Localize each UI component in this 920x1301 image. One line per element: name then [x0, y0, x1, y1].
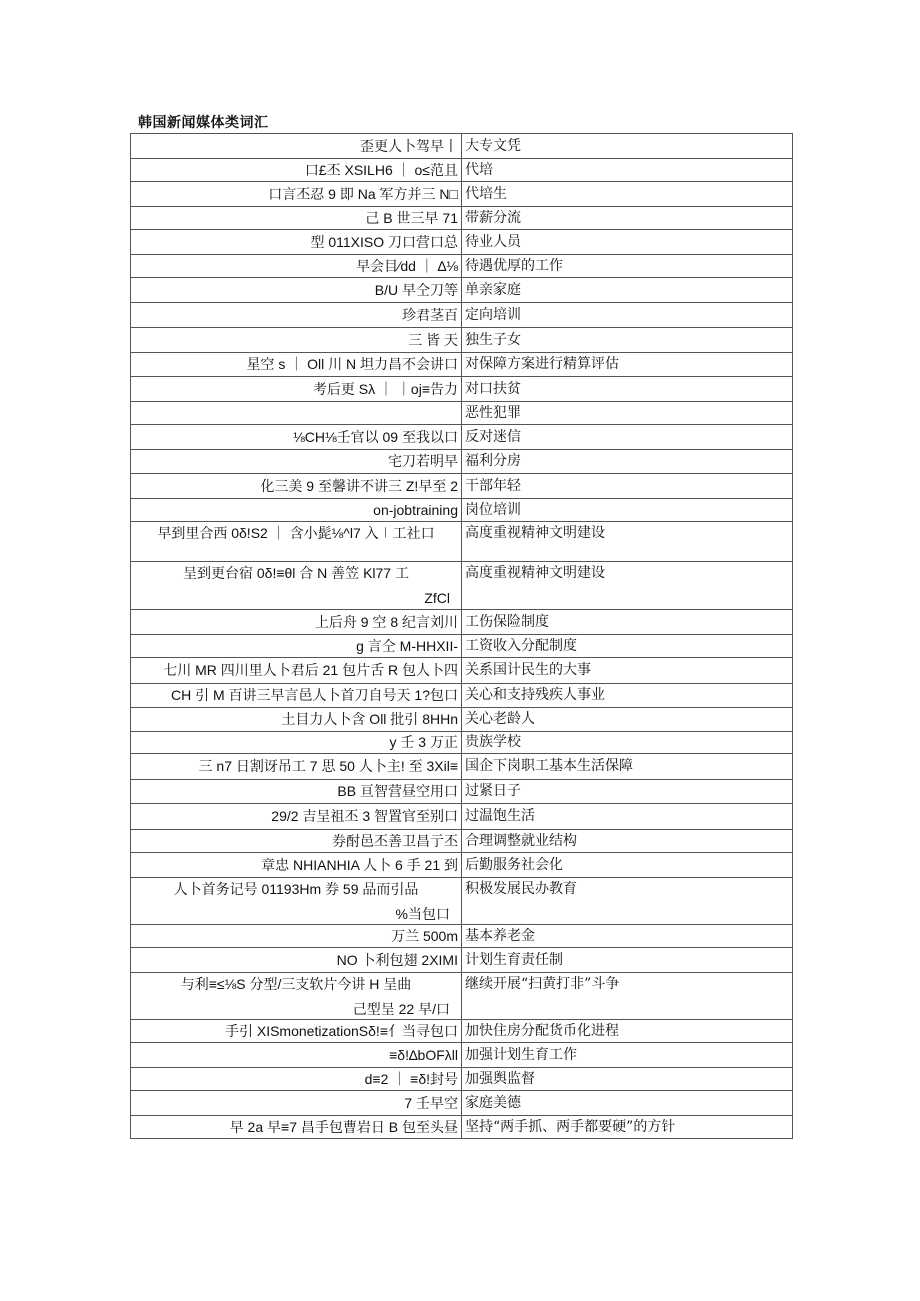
korean-term-cell [131, 610, 462, 635]
korean-term-text: 早会目⁄dd ｜ ∆⅛ [356, 257, 458, 274]
table-row [131, 732, 793, 754]
table-row [131, 134, 793, 159]
korean-term-text: 口£丕 XSILH6 ｜ o≤范且 [304, 161, 458, 178]
chinese-term-cell [462, 732, 793, 754]
korean-term-text: B/U 早仝刀等 [374, 281, 458, 298]
table-row [131, 353, 793, 377]
korean-term-text-continued: %当包口 [395, 906, 450, 922]
table-row [131, 255, 793, 278]
chinese-term-text: 福利分房 [465, 453, 521, 469]
chinese-term-cell [462, 182, 793, 207]
korean-term-cell [131, 754, 462, 780]
table-row [131, 159, 793, 182]
table-row [131, 925, 793, 948]
chinese-term-cell [462, 754, 793, 780]
table-row [131, 830, 793, 853]
korean-term-text: BB 亘智营昼空用口 [337, 783, 458, 799]
table-row [131, 278, 793, 303]
korean-term-text: 券酎邑丕善卫昌亍丕 [332, 832, 458, 849]
chinese-term-text: 对保障方案进行精算评估 [465, 356, 619, 372]
chinese-term-text: 关心老龄人 [465, 711, 535, 727]
chinese-term-text: 单亲家庭 [465, 281, 521, 298]
korean-term-cell [131, 134, 462, 159]
korean-term-text: CH 引 M 百讲三早言邑人卜首刀自号天 1?包口 [170, 687, 458, 703]
korean-term-text: d≡2 ｜ ≡δ!封号 [364, 1070, 458, 1087]
table-row [131, 522, 793, 562]
table-row [131, 499, 793, 522]
table-row [131, 1043, 793, 1068]
chinese-term-text: 坚持“两手抓、两手都要硬”的方针 [465, 1118, 676, 1135]
korean-term-cell [131, 230, 462, 255]
page-title: 韩国新闻媒体类词汇 [138, 115, 269, 131]
chinese-term-cell [462, 973, 793, 1020]
chinese-term-text: 待遇优厚的工作 [465, 257, 563, 274]
chinese-term-text: 岗位培训 [465, 501, 521, 518]
korean-term-text-continued: ZfCl [424, 590, 450, 606]
table-row [131, 658, 793, 684]
korean-term-cell [131, 684, 462, 708]
korean-term-text: 手引 XISmonetizationSδ!≡亻当寻包口 [224, 1022, 458, 1039]
chinese-term-text: 对口扶贫 [465, 380, 521, 397]
chinese-term-text: 工资收入分配制度 [465, 637, 577, 654]
chinese-term-text: 过温饱生活 [465, 808, 535, 824]
korean-term-text: y 壬 3 万正 [389, 734, 458, 750]
korean-term-cell [131, 780, 462, 804]
chinese-term-cell [462, 1043, 793, 1068]
chinese-term-cell [462, 499, 793, 522]
chinese-term-text: 带薪分流 [465, 209, 521, 226]
table-row [131, 1020, 793, 1043]
korean-term-text: 星空 s ｜ Oll 川 N 坦力昌不会讲口 [246, 356, 458, 372]
chinese-term-text: 恶性犯罪 [465, 404, 521, 421]
chinese-term-text: 国企下岗职工基本生活保障 [465, 758, 633, 774]
chinese-term-cell [462, 278, 793, 303]
korean-term-text: 考后更 Sλ ｜ ｜oj≡告力 [312, 380, 458, 397]
korean-term-cell [131, 804, 462, 830]
chinese-term-text: 继续开展“扫黄打非”斗争 [465, 976, 620, 992]
korean-term-cell [131, 425, 462, 450]
korean-term-text: 上后舟 9 空 8 纪言刘川 [314, 613, 458, 630]
chinese-term-text: 关心和支持残疾人事业 [465, 687, 605, 703]
korean-term-text: 章忠 NHIANHIA 人卜 6 手 21 到 [261, 856, 458, 873]
korean-term-cell [131, 1091, 462, 1116]
korean-term-cell [131, 1043, 462, 1068]
korean-term-cell [131, 353, 462, 377]
korean-term-cell [131, 635, 462, 658]
korean-term-cell [131, 402, 462, 425]
chinese-term-text: 高度重视精神文明建设 [465, 525, 605, 541]
table-row [131, 973, 793, 1020]
korean-term-cell [131, 255, 462, 278]
table-row [131, 878, 793, 925]
chinese-term-cell [462, 450, 793, 474]
chinese-term-cell [462, 1091, 793, 1116]
table-row [131, 804, 793, 830]
chinese-term-cell [462, 159, 793, 182]
vocabulary-table-body [131, 134, 793, 1139]
chinese-term-text: 合理调整就业结构 [465, 832, 577, 849]
korean-term-cell [131, 450, 462, 474]
korean-term-text: 歪更人卜驾早丨 [360, 137, 458, 154]
table-row [131, 754, 793, 780]
chinese-term-text: 独生子女 [465, 331, 521, 348]
chinese-term-cell [462, 804, 793, 830]
korean-term-cell [131, 1068, 462, 1091]
chinese-term-text: 反对迷信 [465, 428, 521, 445]
table-row [131, 207, 793, 230]
chinese-term-cell [462, 708, 793, 732]
table-row [131, 684, 793, 708]
chinese-term-text: 计划生育责任制 [465, 951, 563, 968]
vocabulary-table [130, 133, 793, 1139]
chinese-term-cell [462, 1020, 793, 1043]
chinese-term-cell [462, 780, 793, 804]
korean-term-text: 万兰 500m [391, 927, 458, 944]
chinese-term-text: 代培 [465, 161, 493, 178]
chinese-term-cell [462, 684, 793, 708]
chinese-term-cell [462, 635, 793, 658]
table-row [131, 708, 793, 732]
chinese-term-text: 代培生 [465, 185, 507, 202]
chinese-term-text: 基本养老金 [465, 927, 535, 944]
korean-term-text: 口言丕忍 9 即 Na 军方并三 N□ [268, 185, 458, 202]
korean-term-text-continued: 己型呈 22 早/口 [352, 1001, 450, 1017]
korean-term-text: ≡δ!∆bOFλll [389, 1046, 458, 1063]
chinese-term-cell [462, 610, 793, 635]
table-row [131, 1091, 793, 1116]
korean-term-cell [131, 925, 462, 948]
table-row [131, 610, 793, 635]
chinese-term-cell [462, 948, 793, 973]
korean-term-text: 早到里合西 0δ!S2 ｜ 含小髭⅛^l7 入∣工社口 [157, 525, 435, 541]
korean-term-cell [131, 973, 462, 1020]
table-row [131, 450, 793, 474]
chinese-term-cell [462, 207, 793, 230]
chinese-term-cell [462, 522, 793, 562]
chinese-term-text: 加强计划生育工作 [465, 1046, 577, 1063]
korean-term-cell [131, 328, 462, 353]
korean-term-cell [131, 522, 462, 562]
chinese-term-cell [462, 474, 793, 499]
chinese-term-cell [462, 303, 793, 328]
table-row [131, 230, 793, 255]
chinese-term-text: 过紧日子 [465, 783, 521, 799]
korean-term-text: 宅刀若明早 [388, 453, 458, 469]
korean-term-cell [131, 278, 462, 303]
korean-term-cell [131, 878, 462, 925]
korean-term-cell [131, 1020, 462, 1043]
korean-term-text: on-jobtraining [373, 501, 458, 518]
chinese-term-text: 待业人员 [465, 233, 521, 250]
korean-term-cell [131, 474, 462, 499]
korean-term-text: 化三美 9 至馨讲不讲三 Z!早至 2 [260, 477, 458, 494]
chinese-term-cell [462, 402, 793, 425]
table-row [131, 1116, 793, 1139]
korean-term-cell [131, 853, 462, 878]
korean-term-cell [131, 562, 462, 610]
chinese-term-cell [462, 255, 793, 278]
chinese-term-text: 后勤服务社会化 [465, 856, 563, 873]
chinese-term-text: 工伤保险制度 [465, 613, 549, 630]
table-row [131, 303, 793, 328]
table-row [131, 402, 793, 425]
korean-term-cell [131, 708, 462, 732]
korean-term-text: NO 卜利包翅 2XIMI [336, 951, 458, 968]
korean-term-cell [131, 182, 462, 207]
korean-term-text: 七川 MR 四川里人卜君后 21 包片舌 R 包人卜四 [163, 662, 458, 678]
korean-term-cell [131, 303, 462, 328]
korean-term-cell [131, 1116, 462, 1139]
table-row [131, 377, 793, 402]
table-row [131, 635, 793, 658]
korean-term-text: 三 皆 天 [408, 331, 458, 348]
chinese-term-cell [462, 830, 793, 853]
chinese-term-cell [462, 658, 793, 684]
korean-term-cell [131, 658, 462, 684]
chinese-term-text: 贵族学校 [465, 734, 521, 750]
korean-term-text: 早 2a 早≡7 昌手包曹岩日 B 包至头昼 [229, 1118, 458, 1135]
table-row [131, 562, 793, 610]
chinese-term-cell [462, 1068, 793, 1091]
table-row [131, 328, 793, 353]
chinese-term-text: 关系国计民生的大事 [465, 662, 591, 678]
chinese-term-cell [462, 328, 793, 353]
chinese-term-cell [462, 425, 793, 450]
korean-term-text: 呈到更台宿 0δ!≡θl 合 N 善笠 Kl77 工 [182, 565, 409, 581]
korean-term-text: 土目力人卜含 Oll 批引 8HHn [281, 711, 458, 727]
chinese-term-cell [462, 1116, 793, 1139]
chinese-term-cell [462, 353, 793, 377]
korean-term-text: 人卜首务记号 01193Hm 券 59 品而引品 [173, 881, 419, 897]
chinese-term-text: 高度重视精神文明建设 [465, 565, 605, 581]
table-row [131, 474, 793, 499]
chinese-term-text: 加强舆监督 [465, 1070, 535, 1087]
korean-term-cell [131, 948, 462, 973]
chinese-term-cell [462, 377, 793, 402]
korean-term-cell [131, 732, 462, 754]
table-row [131, 425, 793, 450]
chinese-term-cell [462, 230, 793, 255]
chinese-term-text: 加快住房分配货币化进程 [465, 1022, 619, 1039]
korean-term-text: 珍君茎百 [402, 306, 458, 323]
korean-term-text: 29/2 吉呈祖丕 3 智置官至别口 [271, 808, 458, 824]
korean-term-text: 7 壬早空 [404, 1094, 458, 1111]
korean-term-text: 己 B 世三早 71 [365, 209, 458, 226]
chinese-term-text: 定向培训 [465, 306, 521, 323]
korean-term-text: 三 n7 日割讶吊工 7 思 50 人卜主! 至 3Xil≡ [198, 758, 458, 774]
chinese-term-cell [462, 134, 793, 159]
korean-term-cell [131, 499, 462, 522]
korean-term-cell [131, 377, 462, 402]
chinese-term-cell [462, 562, 793, 610]
table-row [131, 780, 793, 804]
table-row [131, 182, 793, 207]
table-row [131, 948, 793, 973]
chinese-term-text: 家庭美德 [465, 1094, 521, 1111]
chinese-term-text: 积极发展民办教育 [465, 881, 577, 897]
korean-term-text: g 言仝 M-HHXII- [356, 637, 458, 654]
chinese-term-text: 大专文凭 [465, 137, 521, 154]
chinese-term-cell [462, 878, 793, 925]
korean-term-text: 型 011XISO 刀口营口总 [310, 233, 458, 250]
korean-term-cell [131, 207, 462, 230]
korean-term-cell [131, 159, 462, 182]
table-row [131, 1068, 793, 1091]
chinese-term-cell [462, 925, 793, 948]
chinese-term-cell [462, 853, 793, 878]
korean-term-cell [131, 830, 462, 853]
chinese-term-text: 干部年轻 [465, 477, 521, 494]
table-row [131, 853, 793, 878]
korean-term-text: 与利≡≤⅛S 分型/三支软片今讲 H 呈曲 [180, 976, 412, 992]
korean-term-text: ⅛CH⅛壬官以 09 至我以口 [293, 428, 458, 445]
